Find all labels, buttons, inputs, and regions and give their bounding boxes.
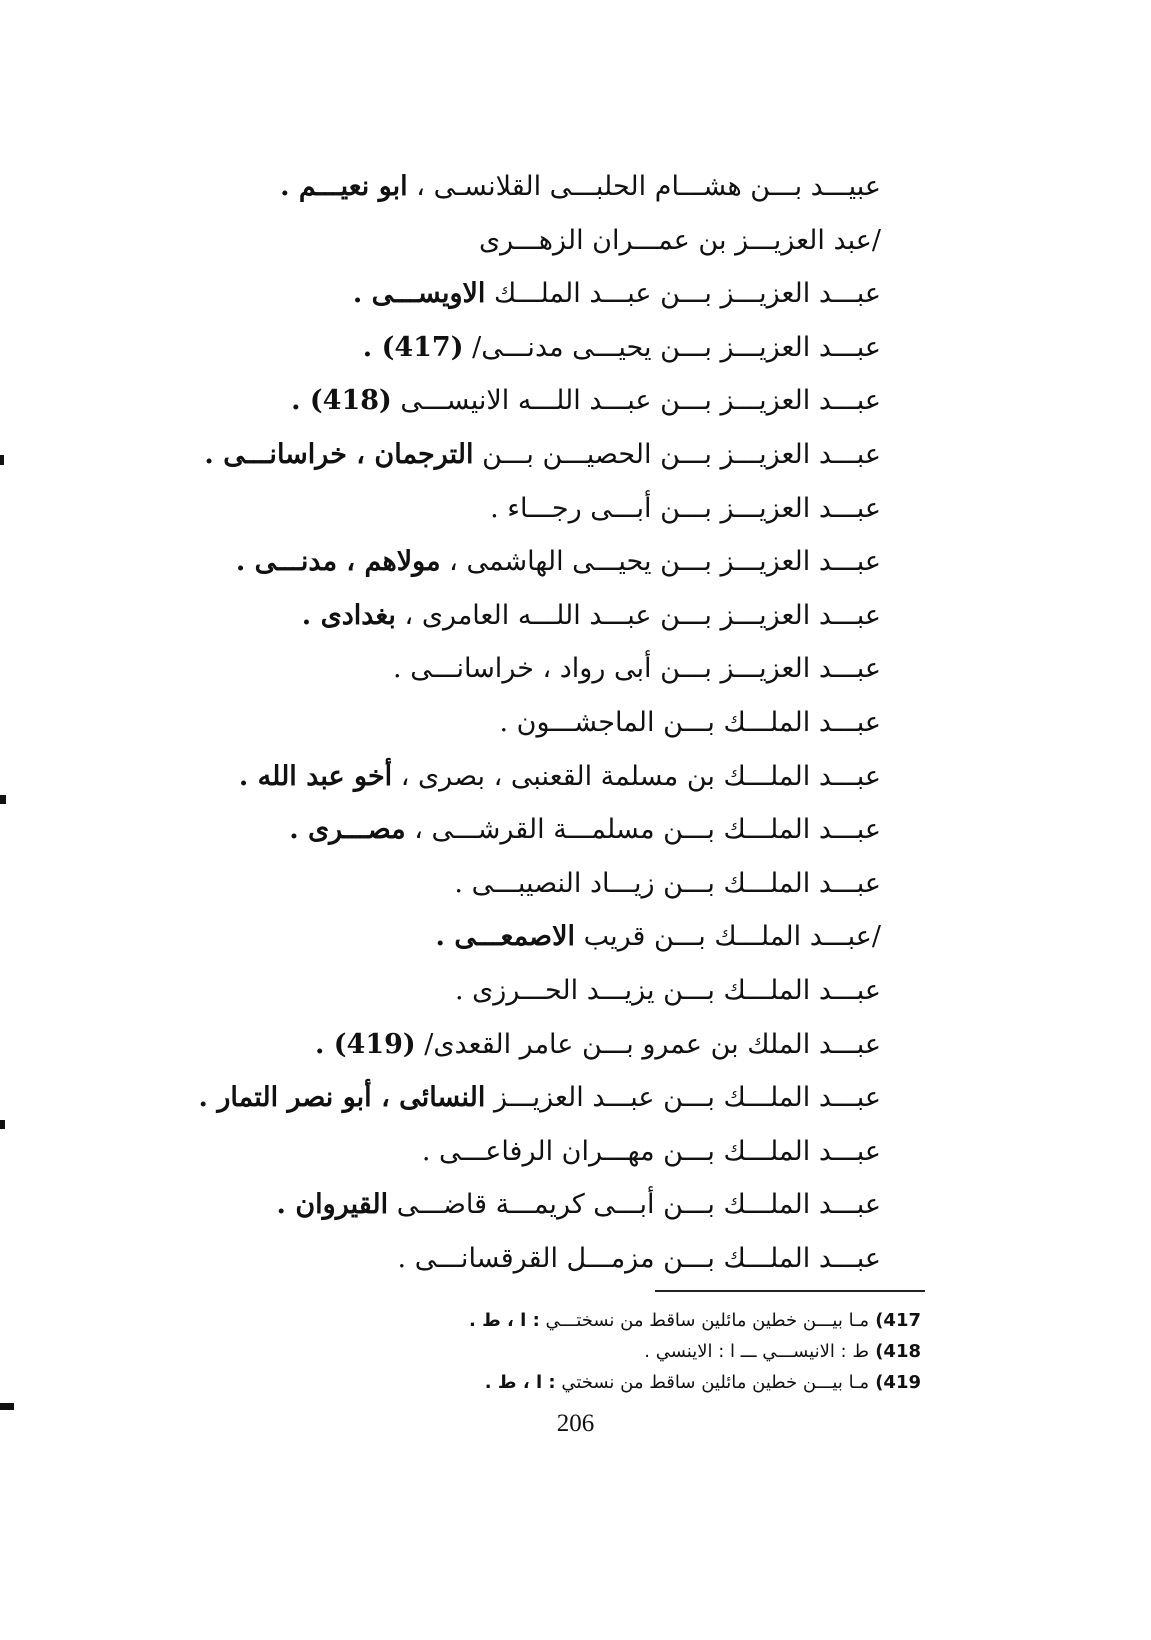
entry-bold-text: مصـــرى . <box>289 814 406 846</box>
footnotes <box>221 1305 921 1398</box>
entry-bold-text: الاصمعـــى . <box>435 921 576 953</box>
footnote-number: 417) <box>875 1310 921 1331</box>
footnote <box>221 1305 921 1336</box>
entry-text: عبـــد الملـــك بـــن الماجشـــون . <box>499 706 881 738</box>
list-item <box>181 214 881 268</box>
entry-bold-text: أخو عبد الله . <box>238 760 393 792</box>
footnote-number: 418) <box>875 1341 921 1362</box>
scan-edge-mark <box>0 1403 14 1410</box>
entry-bold-text: (419) . <box>314 1028 416 1060</box>
entry-text: عبـــد الملـــك بن مسلمة القعنبى ، بصرى ، <box>392 760 881 792</box>
list-item <box>181 803 881 857</box>
footnote <box>221 1367 921 1398</box>
entry-text: عبـــد العزيـــز بـــن عبـــد الملـــك <box>485 278 881 310</box>
list-item <box>181 535 881 589</box>
footnote-text: مـا بيـــن خطين مائلين ساقط من نسختـــي <box>539 1310 869 1331</box>
list-item <box>181 1178 881 1232</box>
entry-bold-text: الترجمان ، خراسانـــى . <box>204 438 474 470</box>
entry-text: عبـــد الملـــك بـــن مهـــران الرفاعـــى . <box>421 1135 881 1167</box>
scan-edge-mark <box>0 795 6 804</box>
footnote <box>221 1336 921 1367</box>
entry-bold-text: (417) . <box>362 331 464 363</box>
entry-text: عبـــد العزيـــز بـــن يحيـــى مدنـــى/ <box>463 331 881 363</box>
list-item <box>181 910 881 964</box>
footnote-text: ط : الانيســـي ـــ ا : الاينسي . <box>644 1341 869 1362</box>
entry-bold-text: مولاهم ، مدنـــى . <box>235 546 441 578</box>
entry-text: /عبـــد الملـــك بـــن قريب <box>575 921 881 953</box>
scan-edge-mark <box>0 455 4 465</box>
entry-bold-text: بغدادى . <box>301 599 396 631</box>
footnote-bold-text: : ا ، ط . <box>484 1372 556 1393</box>
scan-edge-mark <box>0 1120 5 1129</box>
entry-text: عبـــد الملـــك بـــن مسلمـــة القرشـــى ، <box>405 814 881 846</box>
entry-text: عبـــد الملـــك بـــن عبـــد العزيـــز <box>485 1082 881 1114</box>
entry-bold-text: (418) . <box>291 385 392 417</box>
footnote-bold-text: : ا ، ط . <box>468 1310 540 1331</box>
entry-text: عبـــد الملـــك بـــن زيـــاد النصيبـــى . <box>454 867 881 899</box>
list-item <box>181 482 881 536</box>
entry-text: /عبد العزيـــز بن عمـــران الزهـــرى <box>478 224 881 256</box>
list-item <box>181 160 881 214</box>
list-item <box>181 267 881 321</box>
list-item <box>181 428 881 482</box>
list-item <box>181 857 881 911</box>
list-item <box>181 750 881 804</box>
list-item <box>181 321 881 375</box>
list-item <box>181 589 881 643</box>
entry-text: عبـــد العزيـــز بـــن عبـــد اللـــه العامرى ، <box>395 599 881 631</box>
entry-text: عبيـــد بـــن هشـــام الحلبـــى القلانسـى ، <box>407 171 881 202</box>
entry-bold-text: القيروان . <box>276 1189 389 1221</box>
entry-text: عبـــد الملـــك بـــن مزمـــل القرقسانـــى . <box>397 1242 881 1274</box>
list-item <box>181 642 881 696</box>
entry-text: عبـــد العزيـــز بـــن الحصيـــن بـــن <box>473 438 881 470</box>
entry-bold-text: الاويســـى . <box>352 278 486 310</box>
entry-text: عبـــد العزيـــز بـــن يحيـــى الهاشمى ، <box>440 546 881 578</box>
entry-text: عبـــد الملك بن عمرو بـــن عامر القعدى/ <box>415 1028 881 1060</box>
entry-bold-text: النسائى ، أبو نصر التمار . <box>198 1082 486 1114</box>
footnote-text: مـا بيـــن خطين مائلين ساقط من نسختي <box>555 1372 869 1393</box>
list-item <box>181 1018 881 1072</box>
list-item <box>181 964 881 1018</box>
entry-text: عبـــد العزيـــز بـــن أبى رواد ، خراسانـــى . <box>393 653 881 685</box>
narrator-list <box>181 160 881 1285</box>
entry-text: عبـــد الملـــك بـــن يزيـــد الحـــرزى . <box>454 974 881 1006</box>
footnote-divider <box>655 1290 925 1292</box>
footnote-number: 419) <box>875 1372 921 1393</box>
entry-text: عبـــد العزيـــز بـــن عبـــد اللـــه الانيســـى <box>391 385 881 417</box>
list-item <box>181 1232 881 1286</box>
list-item <box>181 1125 881 1179</box>
list-item <box>181 374 881 428</box>
entry-text: عبـــد الملـــك بـــن أبـــى كريمـــة قاضـــى <box>388 1189 881 1221</box>
page-number: 206 <box>556 1410 595 1437</box>
list-item <box>181 696 881 750</box>
entry-text: عبـــد العزيـــز بـــن أبـــى رجـــاء . <box>490 492 881 524</box>
list-item <box>181 1071 881 1125</box>
entry-bold-text: ابو نعيـــم . <box>280 171 408 202</box>
